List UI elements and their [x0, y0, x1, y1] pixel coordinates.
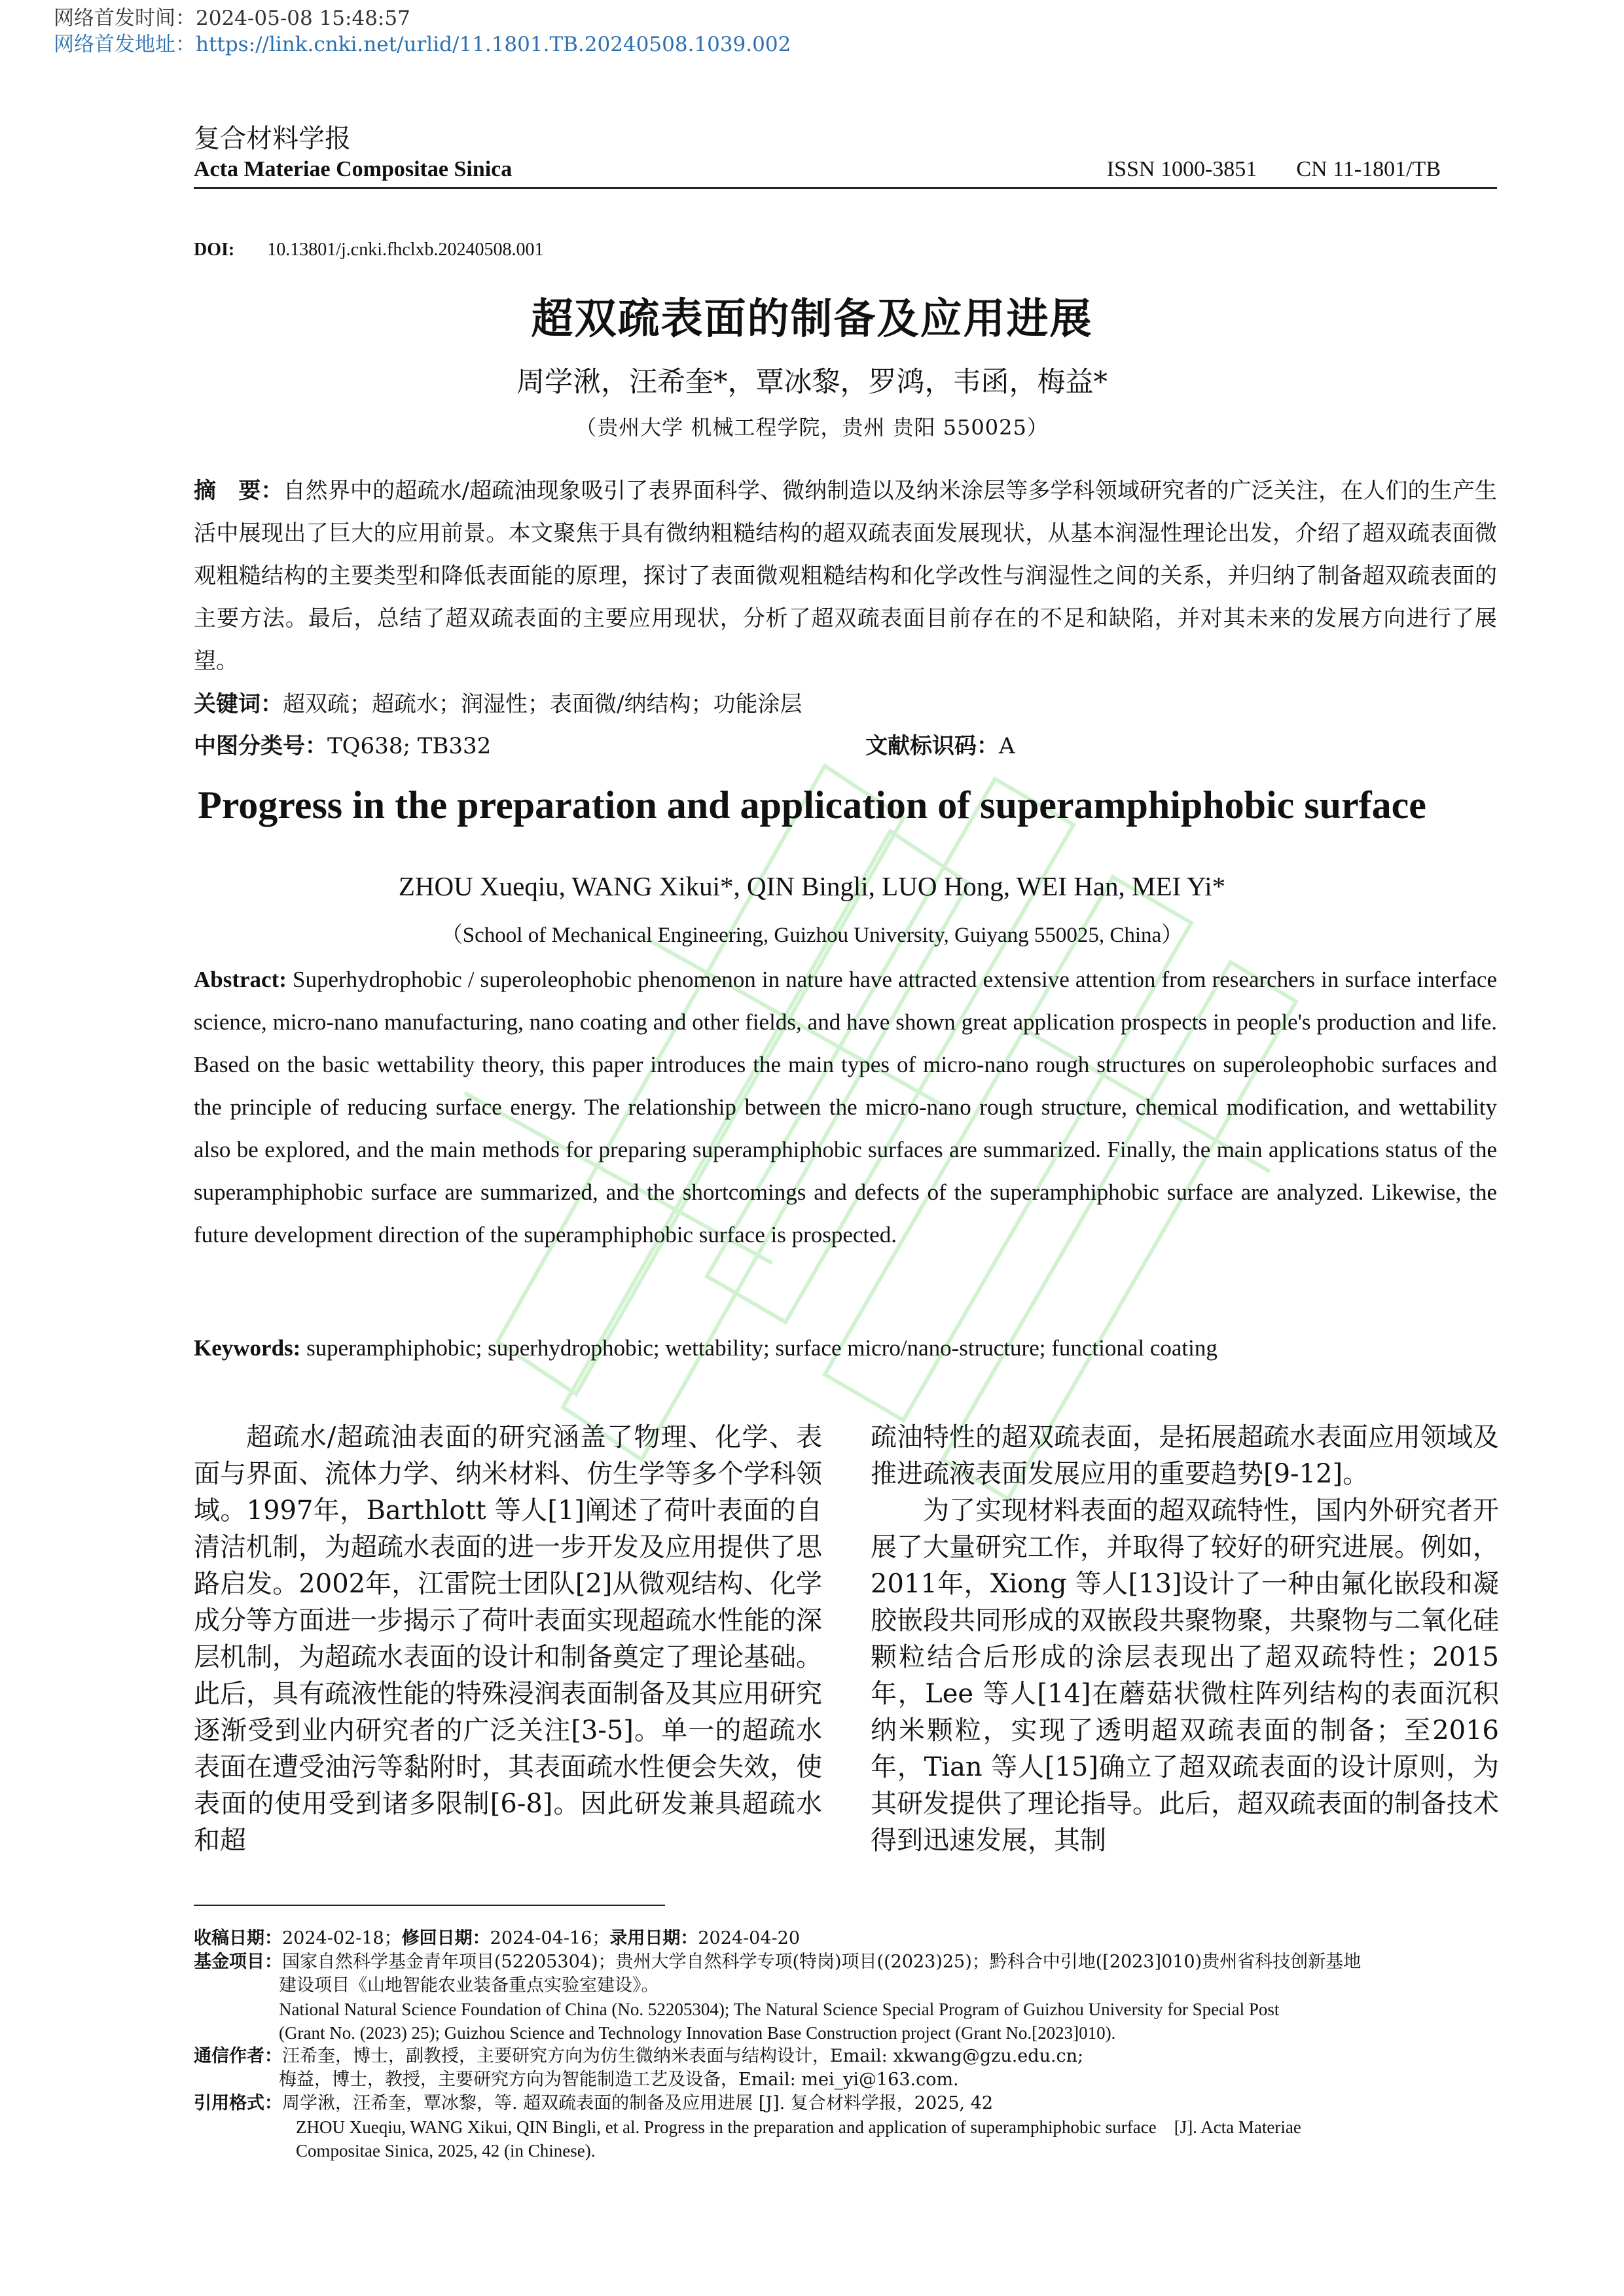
fund-en-1: National Natural Science Foundation of China (No. 52205304); The Natural Science Special Program of Guizhou University for Special Post — [279, 2000, 1280, 2019]
body-column-right — [871, 1419, 1499, 1859]
issn: ISSN 1000-3851 — [1106, 157, 1257, 181]
accepted-date: 2024-04-20 — [698, 1928, 801, 1948]
fund-en-2: (Grant No. (2023) 25); Guizhou Science and Technology Innovation Base Construction project (Grant No.[2023]010). — [279, 2023, 1116, 2043]
online-date-value: 2024-05-08 15:48:57 — [196, 7, 410, 30]
abstract-cn-label: 摘 要： — [194, 478, 283, 504]
online-date — [54, 5, 410, 31]
authors-cn: 周学湫，汪希奎*，覃冰黎，罗鸿，韦函，梅益* — [516, 366, 1108, 399]
online-url-label: 网络首发地址： — [54, 33, 196, 56]
online-date-label: 网络首发时间： — [54, 7, 196, 30]
abstract-cn — [194, 470, 1497, 683]
correspondence-1: 汪希奎，博士，副教授，主要研究方向为仿生微纳米表面与结构设计，Email: xkwang@gzu.edu.cn; — [282, 2046, 1084, 2066]
journal-issn — [1107, 157, 1441, 182]
journal-name-cn: 复合材料学报 — [194, 124, 351, 154]
cn-number: CN 11-1801/TB — [1296, 157, 1441, 181]
revised-date: 2024-04-16； — [490, 1928, 610, 1948]
citation-cn: 周学湫，汪希奎，覃冰黎，等. 超双疏表面的制备及应用进展 [J]. 复合材料学报，2025, 42 — [282, 2093, 994, 2113]
body-paragraph: 为了实现材料表面的超双疏特性，国内外研究者开展了大量研究工作，并取得了较好的研究进展。例如，2011年，Xiong 等人[13]设计了一种由氟化嵌段和凝胶嵌段共同形成的双嵌段共聚物聚，共聚物与二氧化硅颗粒结合后形成的涂层表现出了超双疏特性；2015年，Lee 等人[14]在蘑菇状微柱阵列结构的表面沉积纳米颗粒，实现了透明超双疏表面的制备；至2016年，Tian 等人[15]确立了超双疏表面的设计原则，为其研发提供了理论指导。此后，超双疏表面的制备技术得到迅速发展，其制 — [871, 1496, 1499, 1856]
citation-en-2: Compositae Sinica, 2025, 42 (in Chinese). — [296, 2141, 596, 2161]
body-paragraph: 疏油特性的超双疏表面，是拓展超疏水表面应用领域及推进疏液表面发展应用的重要趋势[9-12]。 — [871, 1422, 1499, 1489]
abstract-en — [194, 958, 1497, 1256]
correspondence-2: 梅益，博士，教授，主要研究方向为智能制造工艺及设备，Email: mei_yi@163.com. — [279, 2070, 959, 2090]
header-rule — [194, 187, 1497, 189]
citation-en-1: ZHOU Xueqiu, WANG Xikui, QIN Bingli, et al. Progress in the preparation and application of superamphiphobic surface [J]. Acta Materiae — [296, 2117, 1301, 2137]
citation-label: 引用格式： — [194, 2093, 282, 2113]
fund-cn-2: 建设项目《山地智能农业装备重点实验室建设》。 — [279, 1975, 659, 1996]
affiliation-cn: （贵州大学 机械工程学院，贵州 贵阳 550025） — [575, 415, 1049, 440]
fund-label: 基金项目： — [194, 1952, 282, 1972]
journal-name-en: Acta Materiae Compositae Sinica — [194, 157, 513, 181]
online-url-link[interactable]: https://link.cnki.net/urlid/11.1801.TB.20240508.1039.002 — [196, 33, 791, 56]
footnote-rule — [194, 1905, 665, 1906]
correspondence-line — [194, 2045, 1497, 2068]
abstract-en-label: Abstract: — [194, 967, 287, 992]
received-date: 2024-02-18； — [282, 1928, 402, 1948]
title-cn: 超双疏表面的制备及应用进展 — [531, 295, 1093, 344]
affiliation-en: （School of Mechanical Engineering, Guizhou University, Guiyang 550025, China） — [441, 924, 1183, 947]
accepted-label: 录用日期： — [609, 1928, 698, 1948]
correspondence-label: 通信作者： — [194, 2046, 282, 2066]
body-column-left — [194, 1419, 822, 1859]
keywords-en — [194, 1329, 1497, 1368]
body-paragraph: 超疏水/超疏油表面的研究涵盖了物理、化学、表面与界面、流体力学、纳米材料、仿生学等多个学科领域。1997年，Barthlott 等人[1]阐述了荷叶表面的自清洁机制，为超疏水表面的进一步开发及应用提供了思路启发。2002年，江雷院士团队[2]从微观结构、化学成分等方面进一步揭示了荷叶表面实现超疏水性能的深层机制，为超疏水表面的设计和制备奠定了理论基础。此后，具有疏液性能的特殊浸润表面制备及其应用研究逐渐受到业内研究者的广泛关注[3-5]。单一的超疏水表面在遭受油污等黏附时，其表面疏水性便会失效，使表面的使用受到诸多限制[6-8]。因此研发兼具超疏水和超 — [194, 1422, 822, 1856]
document-code-text: A — [999, 733, 1015, 759]
fund-cn-1: 国家自然科学基金青年项目(52205304)；贵州大学自然科学专项(特岗)项目((2023)25)；黔科合中引地([2023]010)贵州省科技创新基地 — [282, 1952, 1362, 1972]
title-en: Progress in the preparation and application of superamphiphobic surface — [198, 783, 1426, 827]
revised-label: 修回日期： — [401, 1928, 490, 1948]
dates-line — [194, 1927, 1497, 1950]
abstract-cn-text: 自然界中的超疏水/超疏油现象吸引了表界面科学、微纳制造以及纳米涂层等多学科领域研究者的广泛关注，在人们的生产生活中展现出了巨大的应用前景。本文聚焦于具有微纳粗糙结构的超双疏表面发展现状，从基本润湿性理论出发，介绍了超双疏表面微观粗糙结构的主要类型和降低表面能的原理，探讨了表面微观粗糙结构和化学改性与润湿性之间的关系，并归纳了制备超双疏表面的主要方法。最后，总结了超双疏表面的主要应用现状，分析了超双疏表面目前存在的不足和缺陷，并对其未来的发展方向进行了展望。 — [194, 478, 1498, 674]
keywords-en-label: Keywords: — [194, 1335, 301, 1361]
doi-label: DOI: — [194, 240, 235, 260]
classification-text: TQ638; TB332 — [327, 733, 492, 759]
doi-value[interactable]: 10.13801/j.cnki.fhclxb.20240508.001 — [267, 240, 544, 260]
classification-label: 中图分类号： — [194, 733, 327, 759]
classification-cn — [194, 726, 491, 766]
keywords-cn-label: 关键词： — [194, 691, 283, 717]
keywords-cn — [194, 685, 1497, 724]
document-code-label: 文献标识码： — [865, 733, 999, 759]
keywords-cn-text: 超双疏；超疏水；润湿性；表面微/纳结构；功能涂层 — [283, 691, 803, 717]
online-url[interactable] — [54, 31, 791, 58]
received-label: 收稿日期： — [194, 1928, 282, 1948]
document-code-cn — [865, 726, 1015, 766]
doi-line — [194, 240, 544, 260]
footnotes — [194, 1927, 1497, 2162]
authors-en: ZHOU Xueqiu, WANG Xikui*, QIN Bingli, LUO Hong, WEI Han, MEI Yi* — [398, 871, 1226, 901]
abstract-en-text: Superhydrophobic / superoleophobic phenomenon in nature have attracted extensive attention from researchers in surface interface science, micro-nano manufacturing, nano coating and other fields, and have shown great application prospects in people's production and life. Based on the basic wettability theory, this paper introduces the main types of micro-nano rough structures on superoleophobic surfaces and the principle of reducing surface energy. The relationship between the micro-nano rough structure, chemical modification, and wettability also be explored, and the main methods for preparing superamphiphobic surfaces are summarized. Finally, the main applications status of the superamphiphobic surface are summarized, and the shortcomings and defects of the superamphiphobic surface are analyzed. Likewise, the future development direction of the superamphiphobic surface is prospected. — [194, 967, 1497, 1247]
keywords-en-text: superamphiphobic; superhydrophobic; wettability; surface micro/nano-structure; functional coating — [306, 1335, 1218, 1361]
citation-line — [194, 2092, 1497, 2115]
fund-line — [194, 1950, 1497, 1974]
